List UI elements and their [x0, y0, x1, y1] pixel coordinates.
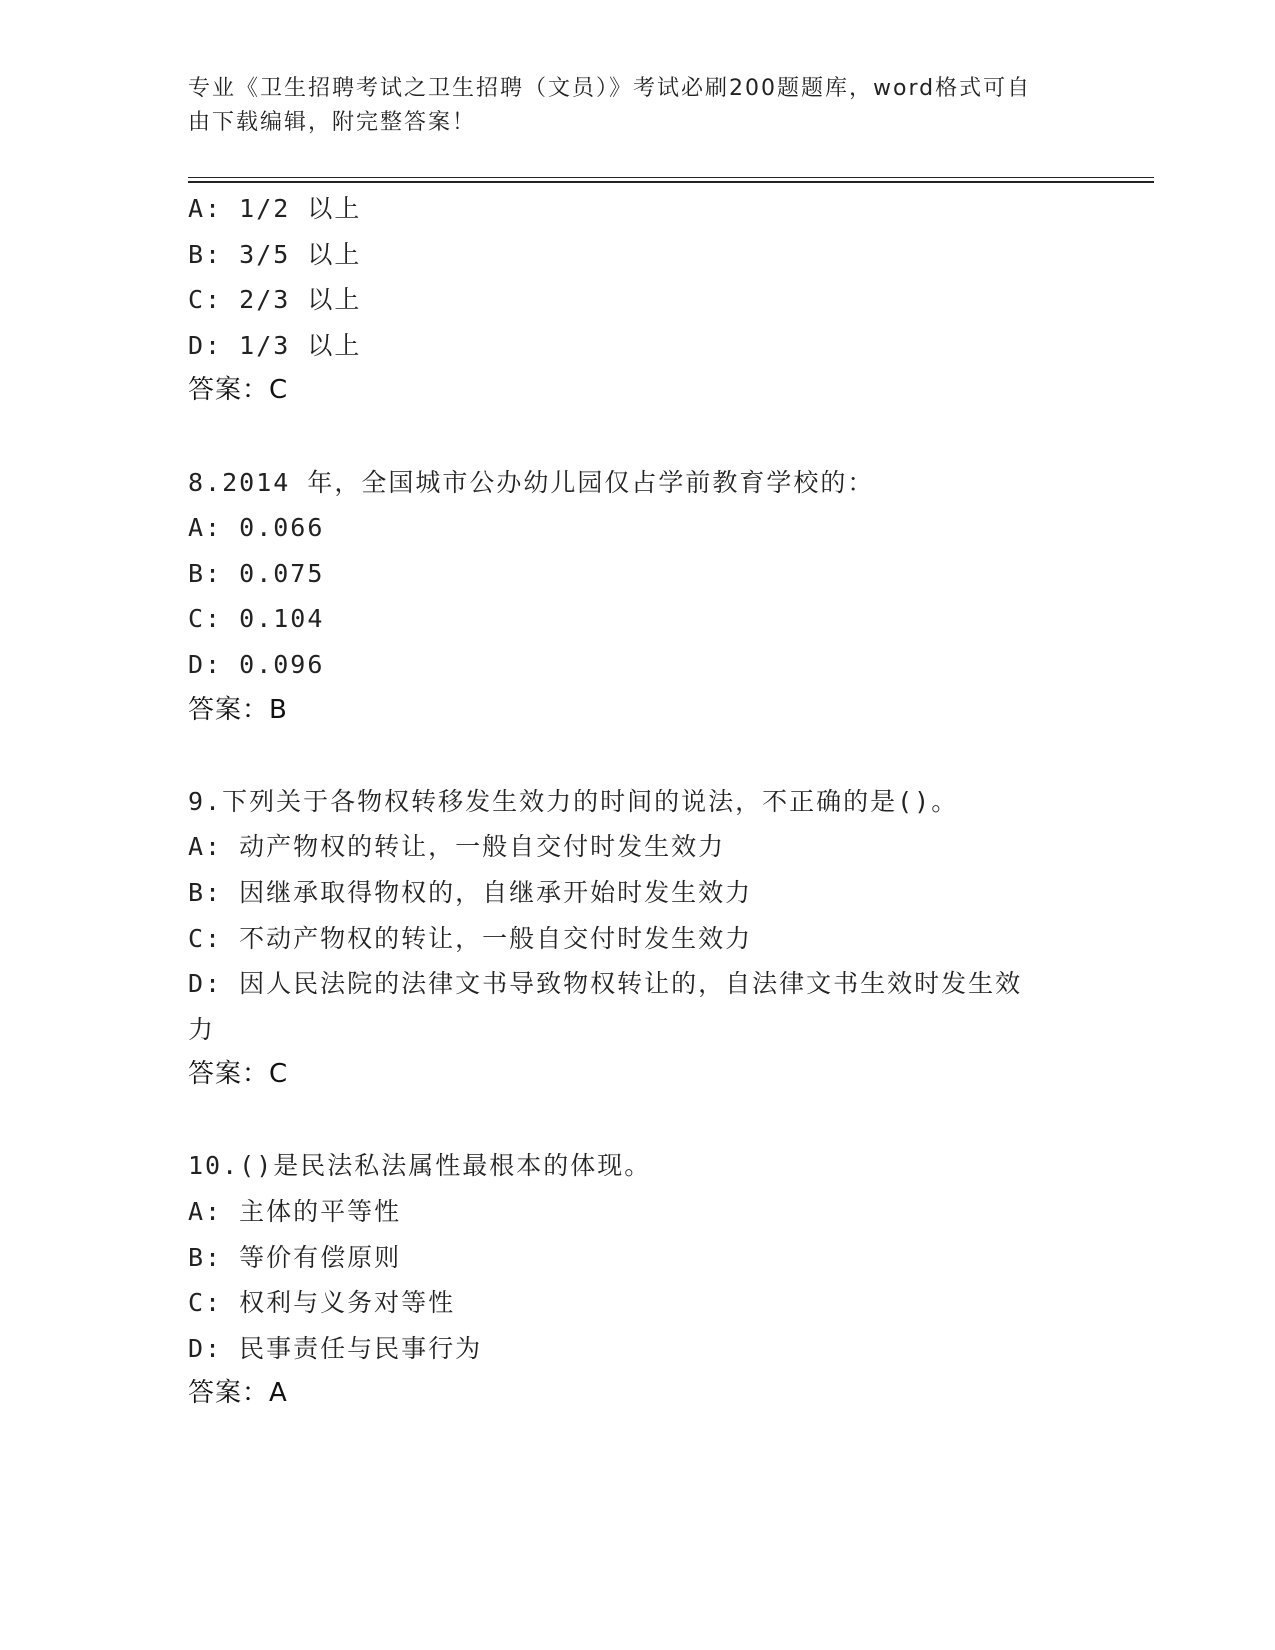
q8-option-d: D: 0.096: [188, 649, 325, 679]
q10-option-b: B: 等价有偿原则: [188, 1242, 402, 1272]
q8-option-c: C: 0.104: [188, 604, 325, 634]
q7-option-a: A: 1/2 以上: [188, 194, 362, 223]
q10-option-c: C: 权利与义务对等性: [188, 1288, 456, 1318]
q8-answer: 答案：B: [188, 694, 288, 725]
q10-question-text: 10.()是民法私法属性最根本的体现。: [188, 1151, 652, 1181]
document-header: [188, 72, 1068, 140]
question-9: [188, 779, 1088, 1098]
q9-option-a: A: 动产物权的转让，一般自交付时发生效力: [188, 832, 726, 862]
q8-option-a: A: 0.066: [188, 513, 325, 543]
header-divider-bottom: [188, 181, 1154, 183]
q7-option-b: B: 3/5 以上: [188, 239, 362, 269]
q10-answer: 答案：A: [188, 1378, 288, 1409]
q8-question-text: 8.2014 年，全国城市公办幼儿园仅占学前教育学校的：: [188, 467, 875, 497]
q9-question-text: 9.下列关于各物权转移发生效力的时间的说法，不正确的是()。: [188, 786, 959, 816]
q7-option-d: D: 1/3 以上: [188, 330, 362, 360]
header-divider-top: [188, 177, 1154, 178]
q9-option-d: D: 因人民法院的法律文书导致物权转让的，自法律文书生效时发生效: [188, 969, 1023, 999]
spacer: [188, 1098, 1088, 1144]
header-line-2: 由下载编辑，附完整答案！: [188, 110, 477, 135]
header-line-1: 专业《卫生招聘考试之卫生招聘（文员）》考试必刷200题题库，word格式可自: [188, 76, 1032, 101]
question-list: [188, 186, 1088, 1417]
q7-option-c: C: 2/3 以上: [188, 285, 362, 315]
spacer: [188, 733, 1088, 779]
q9-answer: 答案：C: [188, 1059, 289, 1090]
question-7: [188, 186, 1088, 414]
q7-answer: 答案：C: [188, 375, 289, 406]
spacer: [188, 414, 1088, 460]
q10-option-a: A: 主体的平等性: [188, 1197, 402, 1227]
q8-option-b: B: 0.075: [188, 558, 325, 588]
q9-option-c: C: 不动产物权的转让，一般自交付时发生效力: [188, 923, 753, 953]
q10-option-d: D: 民事责任与民事行为: [188, 1333, 483, 1363]
q9-option-d-continued: 力: [188, 1014, 216, 1044]
q9-option-b: B: 因继承取得物权的，自继承开始时发生效力: [188, 877, 753, 907]
question-8: [188, 460, 1088, 734]
question-10: [188, 1143, 1088, 1417]
